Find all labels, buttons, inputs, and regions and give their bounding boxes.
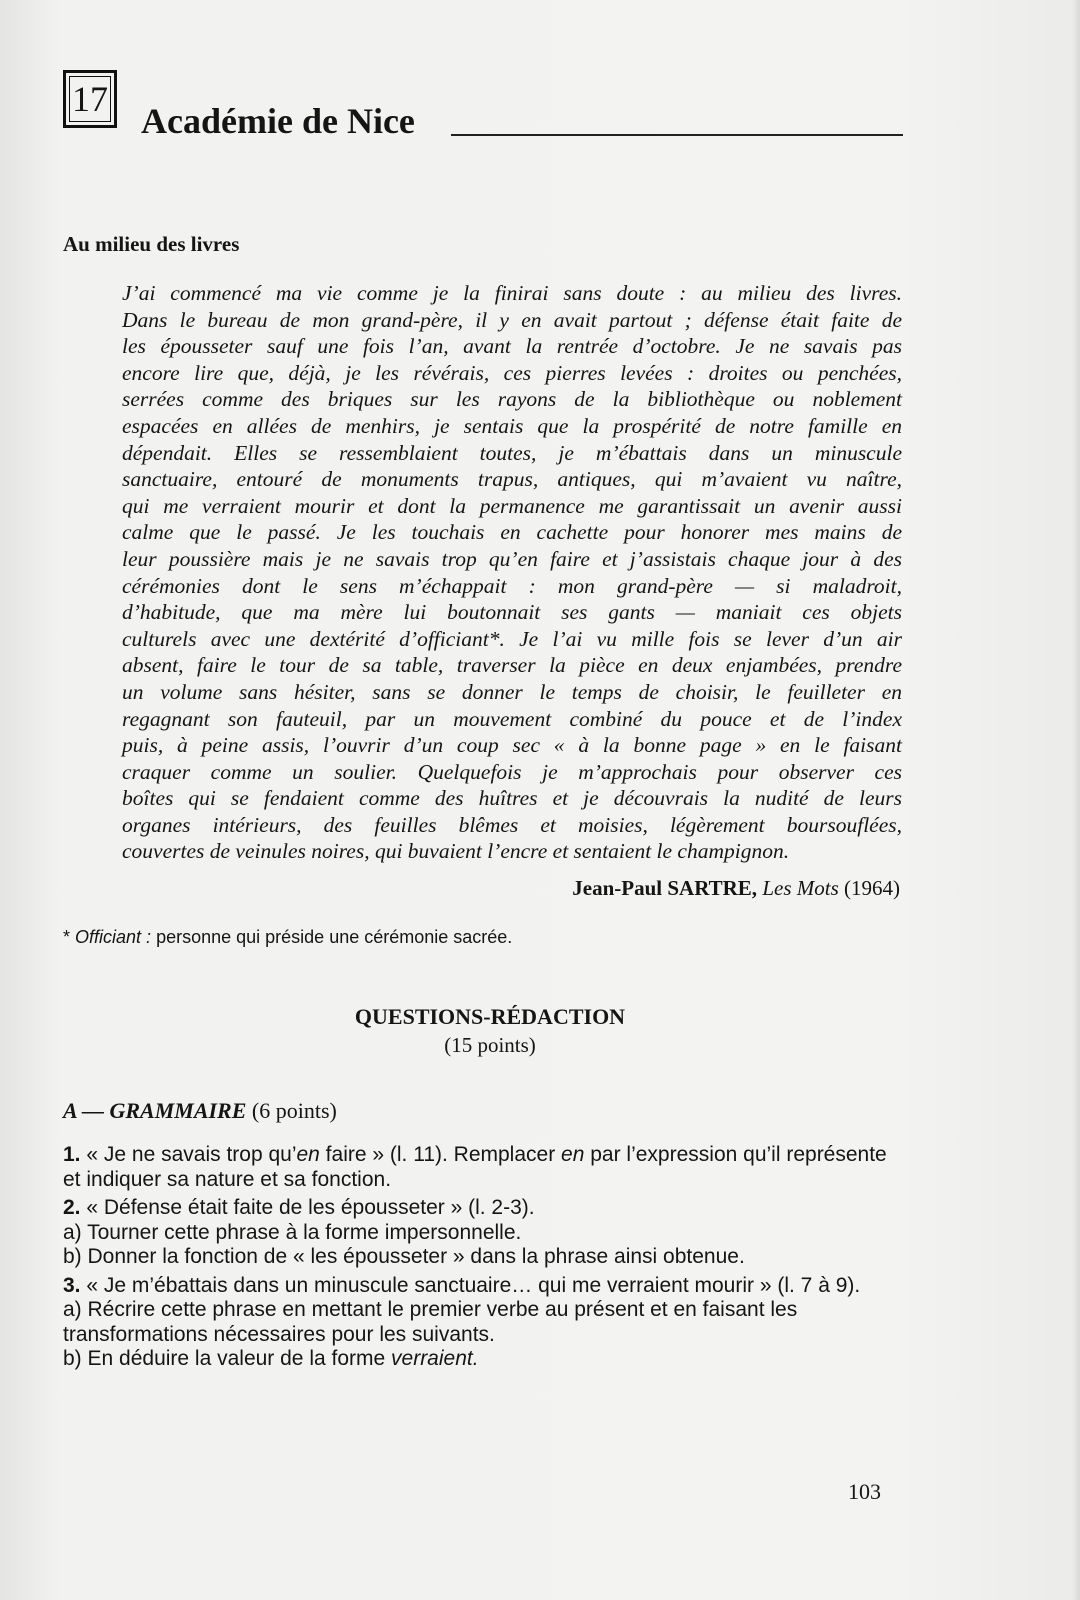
passage-line: couvertes de veinules noires, qui buvaient l’encre et sentaient le champignon. <box>122 839 790 864</box>
passage-line: cérémonies dont le sens m’échappait : mon grand-père — si maladroit, <box>122 573 902 598</box>
passage <box>122 280 902 865</box>
passage-line: espacées en allées de menhirs, je sentais que la prospérité de notre famille en <box>122 413 902 438</box>
text-title: Au milieu des livres <box>63 232 240 256</box>
question-3-number: 3. <box>63 1273 81 1297</box>
passage-line: d’habitude, que ma mère lui boutonnait ses gants — maniait ces objets <box>122 600 902 625</box>
chapter-number: 17 <box>72 79 108 119</box>
questions-list <box>63 1143 901 1372</box>
question-3b-em: verraient. <box>391 1347 479 1370</box>
questions-title: QUESTIONS-RÉDACTION <box>354 1004 626 1029</box>
author: Jean-Paul SARTRE, <box>572 876 758 900</box>
passage-line: regagnant son fauteuil, par un mouvement combiné du pouce et de l’index <box>122 706 902 731</box>
passage-line: dépendait. Elles se ressemblaient toutes, je m’ébattais dans un minuscule <box>122 440 902 465</box>
question-3b <box>63 1347 901 1372</box>
passage-line: les épousseter sauf une fois l’an, avant la rentrée d’octobre. Je ne savais pas <box>122 334 902 359</box>
footnote-term: Officiant : <box>75 927 152 947</box>
passage-line: Dans le bureau de mon grand-père, il y en avait partout ; défense était faite de <box>122 307 902 332</box>
passage-line: serrées comme des briques sur les rayons de la bibliothèque ou noblement <box>122 387 902 412</box>
attribution <box>572 876 900 901</box>
passage-line: encore lire que, déjà, je les révérais, ces pierres levées : droites ou penchées, <box>122 360 902 385</box>
question-1-number: 1. <box>63 1143 81 1166</box>
header-rule <box>451 134 903 136</box>
passage-line: culturels avec une dextérité d’officiant*. Je l’ai vu mille fois se lever d’un air <box>122 626 902 651</box>
passage-line: J’ai commencé ma vie comme je la finirai sans doute : au milieu des livres. <box>122 281 902 305</box>
passage-line: absent, faire le tour de sa table, traverser la pièce en deux enjambées, prendre <box>122 653 902 678</box>
grammar-label: A — GRAMMAIRE <box>63 1098 247 1123</box>
passage-line: calme que le passé. Je les touchais en cachette pour honorer mes mains de <box>122 520 902 545</box>
passage-line: sanctuaire, entouré de monuments trapus, antiques, qui m’avaient vu naître, <box>122 467 902 492</box>
question-1-text-a: « Je ne savais trop qu’ <box>86 1143 297 1166</box>
grammar-points: (6 points) <box>251 1098 337 1123</box>
passage-line: puis, à peine assis, l’ouvrir d’un coup sec « à la bonne page » en le faisant <box>122 733 902 758</box>
work-title: Les Mots <box>762 876 839 900</box>
question-2 <box>63 1196 901 1221</box>
passage-line: boîtes qui se fendaient comme des huîtres et je découvrais la nudité de leurs <box>122 786 902 811</box>
question-2a: a) Tourner cette phrase à la forme impersonnelle. <box>63 1220 522 1244</box>
question-1-text-b: faire » (l. 11). Remplacer <box>319 1143 562 1166</box>
footnote-text: personne qui préside une cérémonie sacrée. <box>156 927 513 947</box>
question-3 <box>63 1274 901 1299</box>
question-3-text: « Je m’ébattais dans un minuscule sanctuaire… qui me verraient mourir » (l. 7 à 9). <box>86 1273 861 1297</box>
passage-line: craquer comme un soulier. Quelquefois je m’approchais pour observer ces <box>122 759 902 784</box>
questions-points: (15 points) <box>444 1033 536 1057</box>
passage-line: un volume sans hésiter, sans se donner le temps de choisir, le feuilleter en <box>122 679 902 704</box>
chapter-title: Académie de Nice <box>141 101 415 141</box>
question-1-em-2: en <box>561 1143 585 1166</box>
page-number: 103 <box>848 1479 881 1504</box>
chapter-header <box>63 70 903 140</box>
question-2b: b) Donner la fonction de « les épousseter » dans la phrase ainsi obtenue. <box>63 1245 745 1268</box>
page-edge-shadow <box>1072 0 1080 1600</box>
question-1-text-c: par l’expression qu’il représente et indiquer sa nature et sa fonction. <box>63 1143 887 1191</box>
question-1 <box>63 1143 901 1192</box>
question-2-number: 2. <box>63 1196 81 1219</box>
chapter-number-box <box>63 70 117 128</box>
passage-line: organes intérieurs, des feuilles blêmes et moisies, légèrement boursouflées, <box>122 812 902 837</box>
work-year: (1964) <box>844 876 900 900</box>
question-3a: a) Récrire cette phrase en mettant le premier verbe au présent et en faisant les transformations nécessaires pour les suivants. <box>63 1298 798 1346</box>
grammar-heading <box>63 1098 337 1124</box>
footnote <box>63 927 512 948</box>
footnote-star: * <box>63 927 71 947</box>
question-2-text: « Défense était faite de les épousseter » (l. 2-3). <box>86 1196 535 1219</box>
passage-line: leur poussière mais je ne savais trop qu’en faire et j’assistais chaque jour à des <box>122 546 902 571</box>
passage-line: qui me verraient mourir et dont la permanence me garantissait un avenir aussi <box>122 493 902 518</box>
question-1-em-1: en <box>296 1143 320 1166</box>
question-3b-text: b) En déduire la valeur de la forme <box>63 1347 392 1370</box>
